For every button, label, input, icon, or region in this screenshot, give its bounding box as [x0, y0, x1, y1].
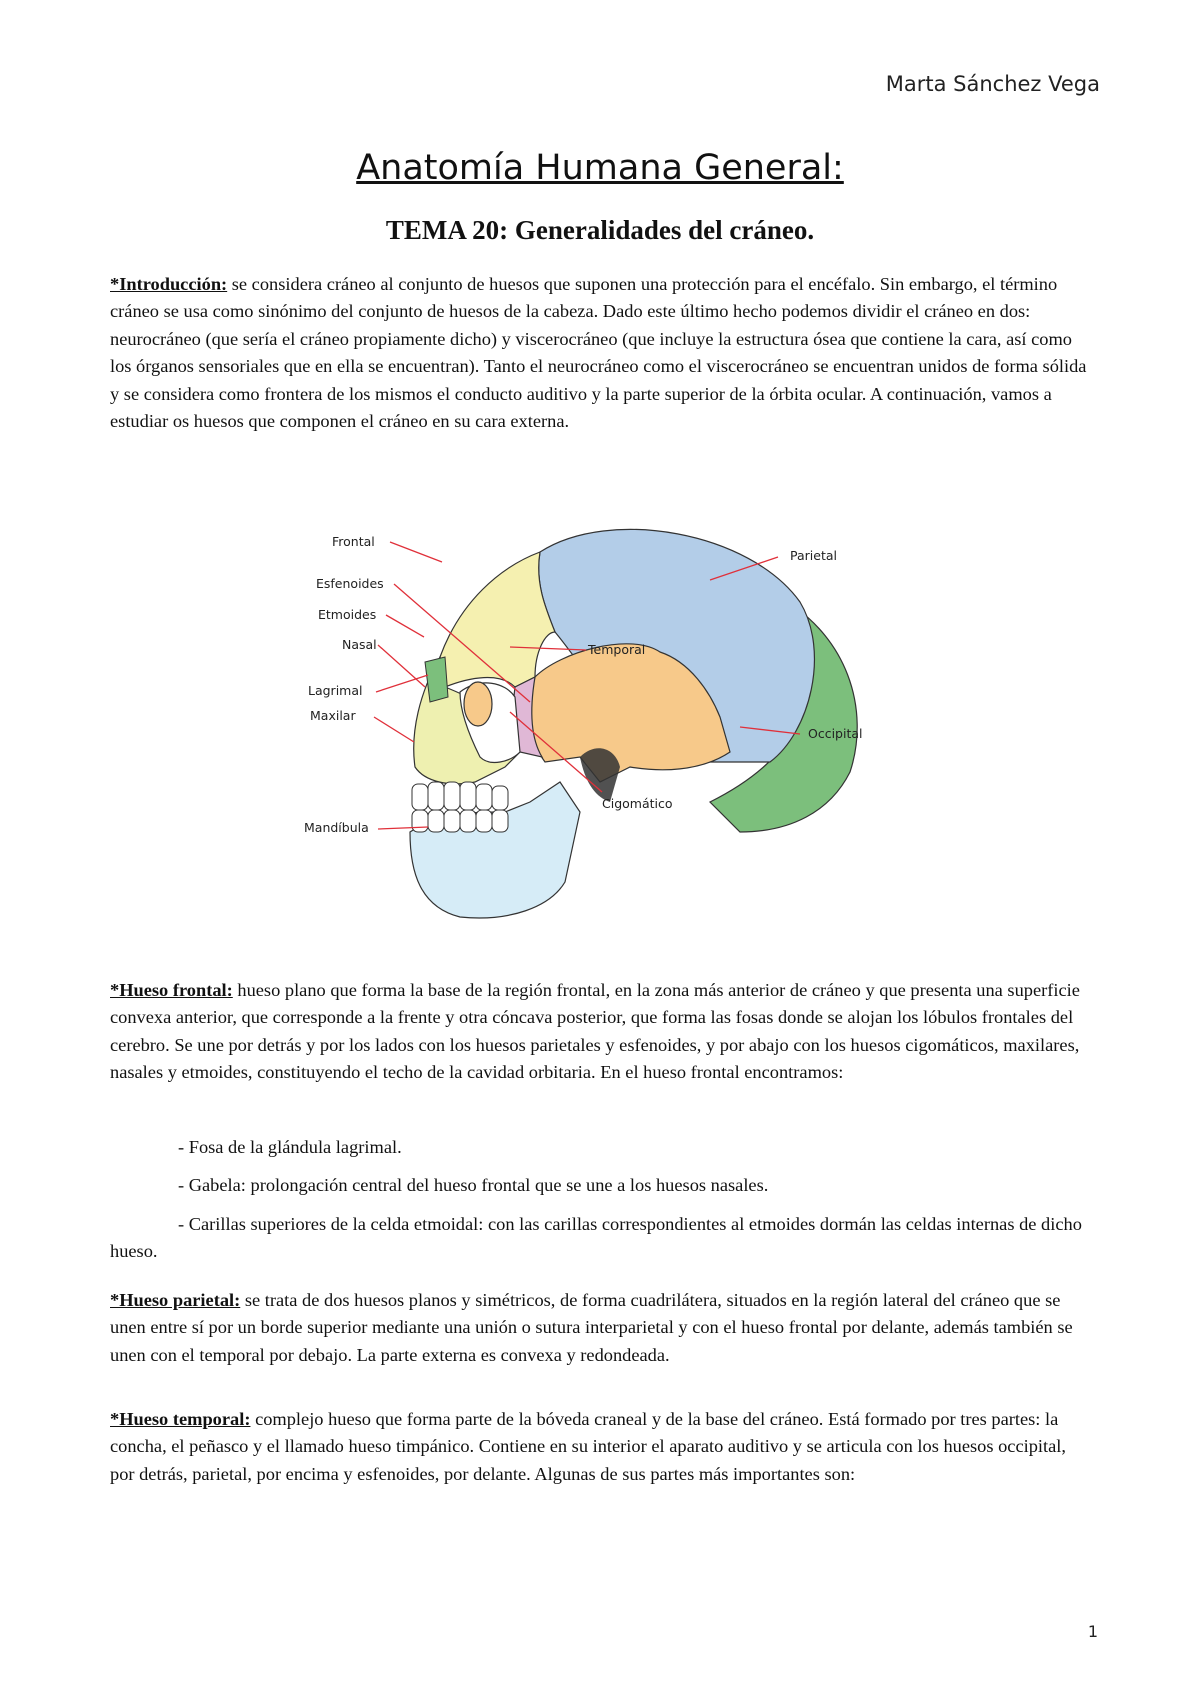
frontal-paragraph [110, 977, 1094, 1087]
intro-text: se considera cráneo al conjunto de huesos que suponen una protección para el encéfalo. Sin embargo, el término cráneo se usa como sinónimo del conjunto de huesos de la cabeza. Dado este último hecho podemos dividir el cráneo en dos: neurocráneo (que sería el cráneo propiamente dicho) y viscerocráneo (que incluye la estructura ósea que contiene la cara, así como los órganos sensoriales que en ella se encuentran). Tanto el neurocráneo como el viscerocráneo se encuentran unidos de forma sólida y se considera como frontera de los mismos el conducto auditivo y la parte superior de la órbita ocular. A continuación, vamos a estudiar os huesos que componen el cráneo en su cara externa. [110, 274, 1087, 432]
label-esfenoides: Esfenoides [316, 576, 384, 591]
skull-diagram-svg [304, 512, 890, 952]
label-etmoides: Etmoides [318, 607, 377, 622]
mastoid-process [580, 748, 620, 802]
frontal-bone [440, 552, 555, 687]
frontal-text: hueso plano que forma la base de la región frontal, en la zona más anterior de cráneo y que presenta una superficie convexa anterior, que corresponde a la frente y otra cóncava posterior, que forma las fosas donde se alojan los lóbulos frontales del cerebro. Se une por detrás y por los lados con los huesos parietales y esfenoides, y por abajo con los huesos cigomáticos, maxilares, nasales y etmoides, constituyendo el techo de la cavidad orbitaria. En el hueso frontal encontramos: [110, 980, 1080, 1083]
temporal-text: complejo hueso que forma parte de la bóveda craneal y de la base del cráneo. Está formado por tres partes: la concha, el peñasco y el llamado hueso timpánico. Contiene en su interior el aparato auditivo y se articula con los huesos occipital, por detrás, parietal, por encima y esfenoides, por delante. Algunas de sus partes más importantes son: [110, 1409, 1067, 1484]
label-maxilar: Maxilar [310, 708, 356, 723]
frontal-item-2: - Gabela: prolongación central del hueso frontal que se une a los huesos nasales. [178, 1175, 769, 1195]
frontal-label: *Hueso frontal: [110, 980, 233, 1000]
label-occipital: Occipital [808, 726, 863, 741]
document-subtitle: TEMA 20: Generalidades del cráneo. [385, 215, 815, 245]
temporal-paragraph [110, 1406, 1094, 1488]
document-title: Anatomía Humana General: [356, 148, 844, 188]
label-parietal: Parietal [790, 548, 837, 563]
intro-paragraph [110, 271, 1094, 435]
orbit [464, 682, 492, 726]
parietal-text: se trata de dos huesos planos y simétricos, de forma cuadrilátera, situados en la región lateral del cráneo que se unen entre sí por un borde superior mediante una unión o sutura interparietal y con el hueso frontal por delante, además también se unen con el temporal por debajo. La parte externa es convexa y redondeada. [110, 1290, 1073, 1365]
label-lagrimal: Lagrimal [308, 683, 363, 698]
parietal-paragraph [110, 1287, 1094, 1369]
label-mandibula: Mandíbula [304, 820, 369, 835]
label-temporal: Temporal [588, 642, 646, 657]
frontal-item-1: - Fosa de la glándula lagrimal. [178, 1137, 402, 1157]
frontal-item-3: - Carillas superiores de la celda etmoidal: con las carillas correspondientes al etmoides dormán las celdas internas de dicho hueso. [110, 1214, 1082, 1262]
author-name: Marta Sánchez Vega [885, 72, 1100, 96]
temporal-label: *Hueso temporal: [110, 1409, 251, 1429]
label-cigomatico: Cigomático [602, 796, 673, 811]
label-frontal: Frontal [332, 534, 375, 549]
label-nasal: Nasal [342, 637, 377, 652]
intro-label: *Introducción: [110, 274, 228, 294]
teeth [412, 782, 508, 832]
skull-diagram [304, 512, 890, 952]
page-number: 1 [1087, 1622, 1098, 1641]
parietal-label: *Hueso parietal: [110, 1290, 241, 1310]
